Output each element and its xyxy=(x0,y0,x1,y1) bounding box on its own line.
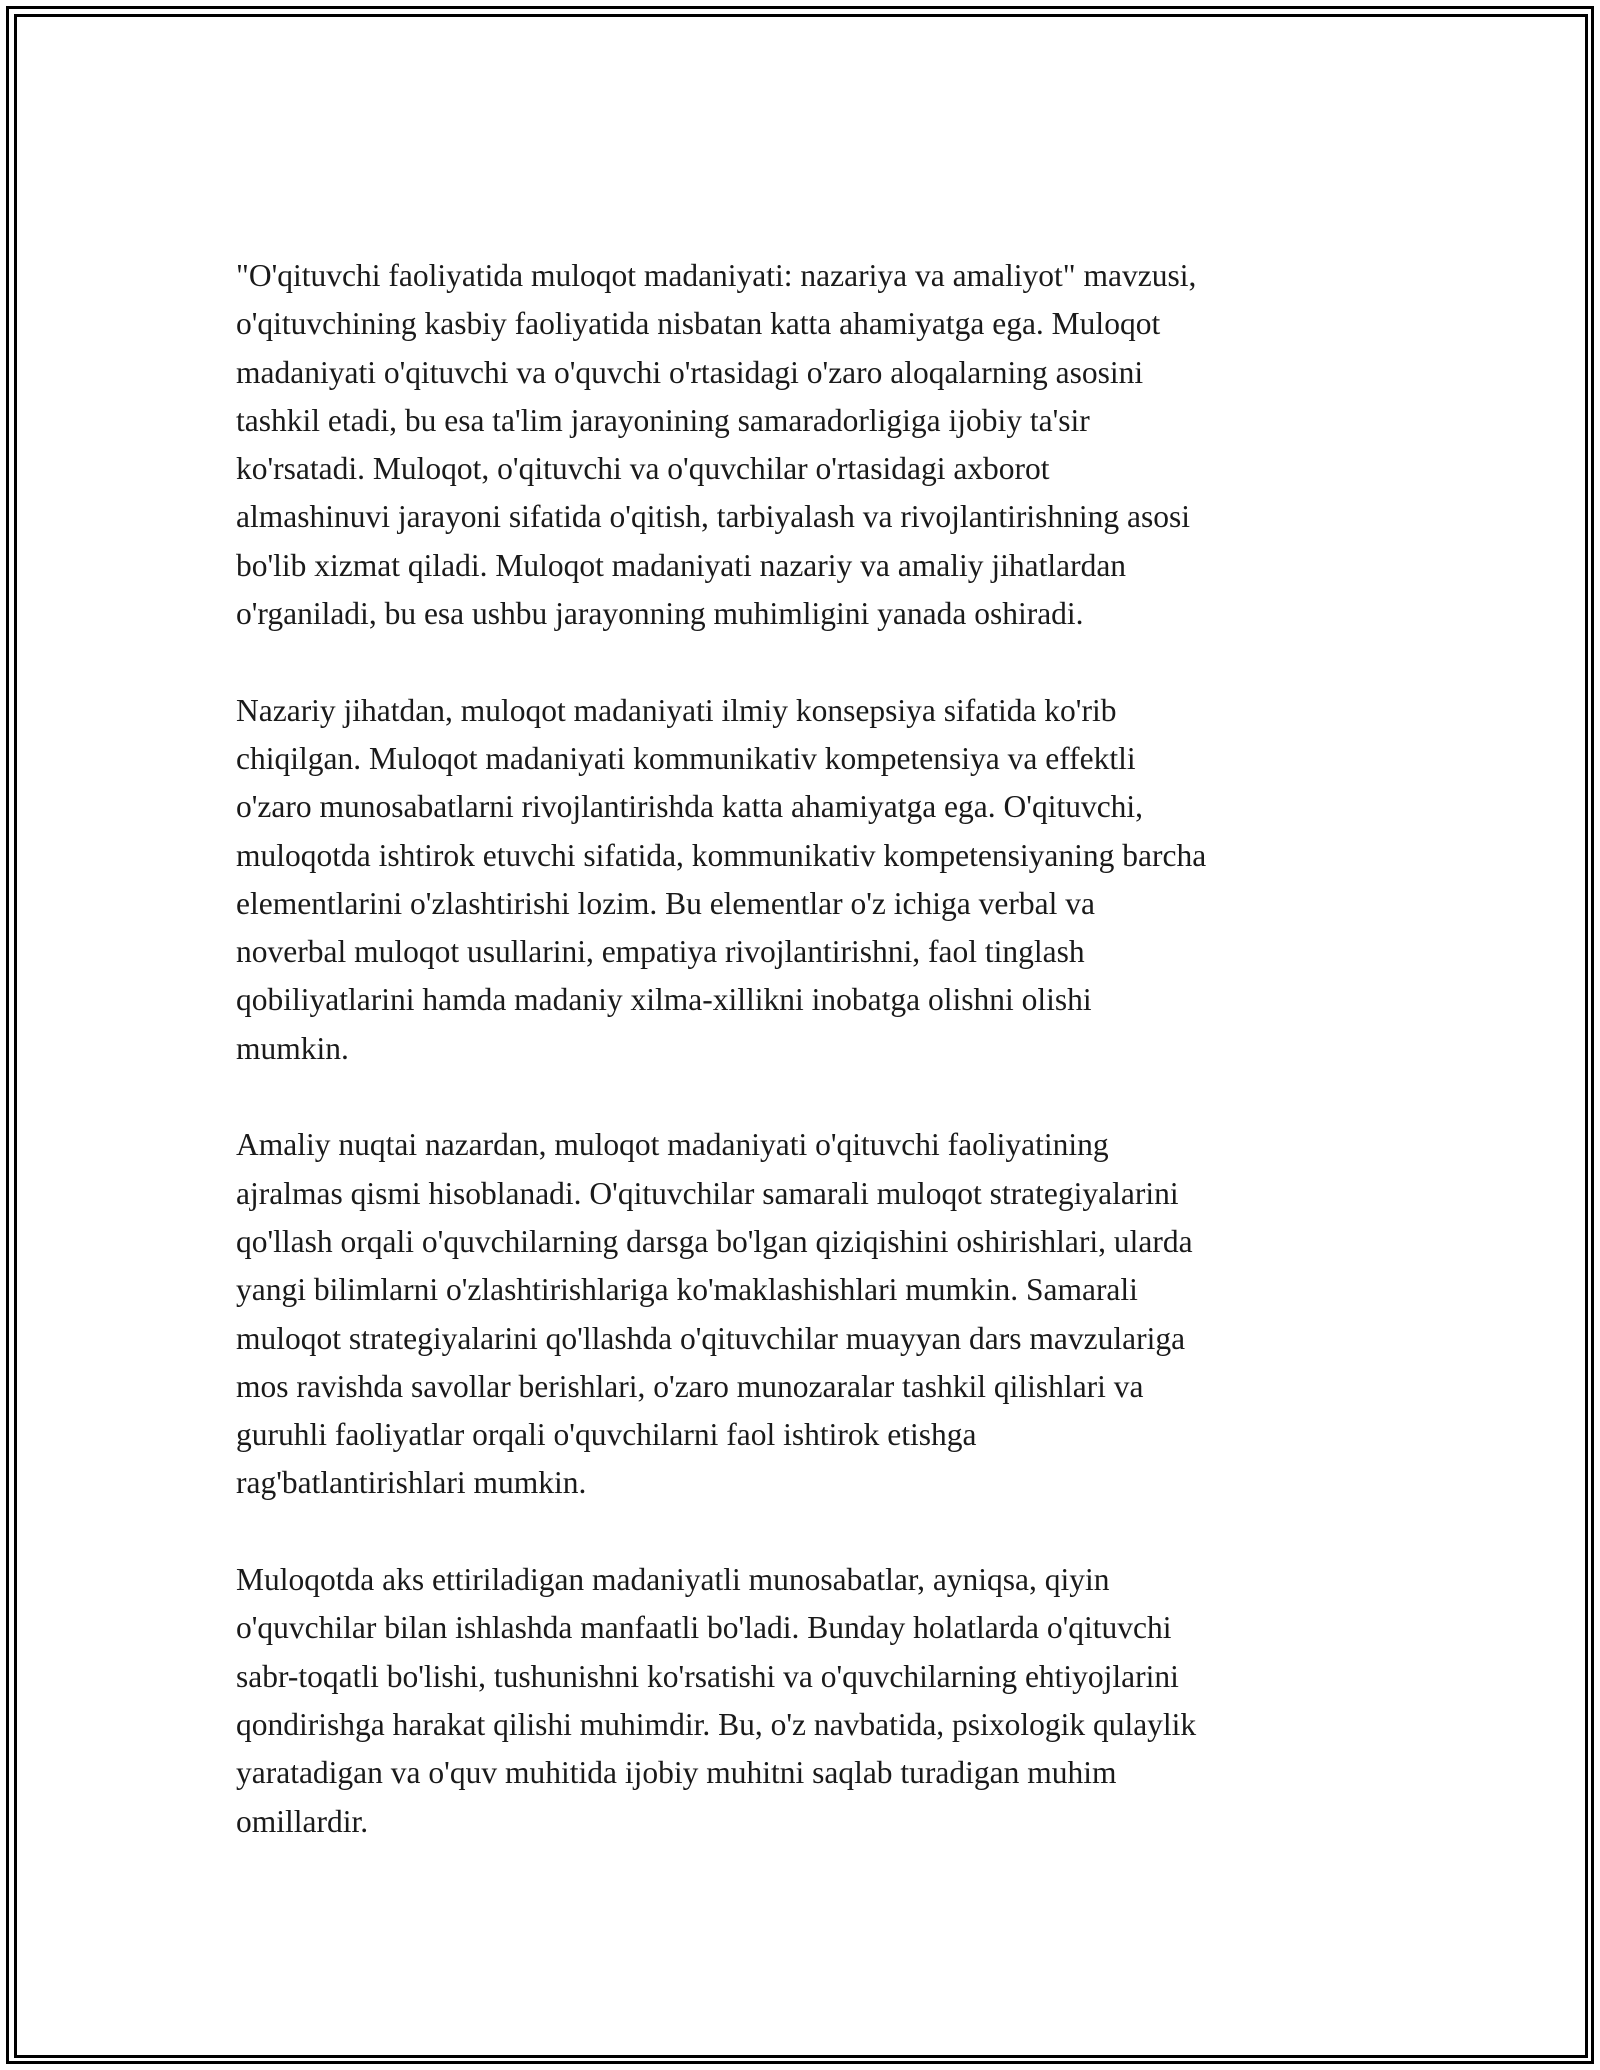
text-line: o'rganiladi, bu esa ushbu jarayonning muhimligini yanada oshiradi. xyxy=(236,596,1084,632)
text-line: Muloqotda aks ettiriladigan madaniyatli munosabatlar, ayniqsa, qiyin xyxy=(236,1562,1110,1598)
text-line: yaratadigan va o'quv muhitida ijobiy muhitni saqlab turadigan muhim xyxy=(236,1755,1117,1791)
text-line: ajralmas qismi hisoblanadi. O'qituvchilar samarali muloqot strategiyalarini xyxy=(236,1175,1179,1211)
text-line: ko'rsatadi. Muloqot, o'qituvchi va o'quvchilar o'rtasidagi axborot xyxy=(236,451,1050,487)
paragraph-1 xyxy=(236,252,1376,638)
text-line: rag'batlantirishlari mumkin. xyxy=(236,1465,587,1501)
text-line: chiqilgan. Muloqot madaniyati kommunikativ kompetensiya va effektli xyxy=(236,740,1136,776)
text-line: Amaliy nuqtai nazardan, muloqot madaniyati o'qituvchi faoliyatining xyxy=(236,1127,1109,1163)
text-line: o'quvchilar bilan ishlashda manfaatli bo'ladi. Bunday holatlarda o'qituvchi xyxy=(236,1610,1172,1646)
text-line: sabr-toqatli bo'lishi, tushunishni ko'rsatishi va o'quvchilarning ehtiyojlarini xyxy=(236,1658,1179,1694)
text-line: qobiliyatlarini hamda madaniy xilma-xillikni inobatga olishni olishi xyxy=(236,982,1092,1018)
text-line: muloqotda ishtirok etuvchi sifatida, kommunikativ kompetensiyaning barcha xyxy=(236,837,1207,873)
text-line: bo'lib xizmat qiladi. Muloqot madaniyati nazariy va amaliy jihatlardan xyxy=(236,547,1127,583)
text-line: o'qituvchining kasbiy faoliyatida nisbatan katta ahamiyatga ega. Muloqot xyxy=(236,306,1161,342)
text-line: qondirishga harakat qilishi muhimdir. Bu, o'z navbatida, psixologik qulaylik xyxy=(236,1706,1197,1742)
text-line: madaniyati o'qituvchi va o'quvchi o'rtasidagi o'zaro aloqalarning asosini xyxy=(236,354,1144,390)
text-line: omillardir. xyxy=(236,1803,369,1839)
text-line: "O'qituvchi faoliyatida muloqot madaniyati: nazariya va amaliyot" mavzusi, xyxy=(236,258,1197,293)
document-body xyxy=(236,252,1376,1894)
text-line: guruhli faoliyatlar orqali o'quvchilarni faol ishtirok etishga xyxy=(236,1417,977,1453)
paragraph-2 xyxy=(236,687,1376,1073)
text-line: mumkin. xyxy=(236,1030,349,1066)
text-line: elementlarini o'zlashtirishi lozim. Bu elementlar o'z ichiga verbal va xyxy=(236,885,1095,921)
paragraph-3 xyxy=(236,1121,1376,1507)
text-line: muloqot strategiyalarini qo'llashda o'qituvchilar muayyan dars mavzulariga xyxy=(236,1320,1186,1356)
text-line: mos ravishda savollar berishlari, o'zaro munozaralar tashkil qilishlari va xyxy=(236,1368,1144,1404)
text-line: tashkil etadi, bu esa ta'lim jarayonining samaradorligiga ijobiy ta'sir xyxy=(236,402,1090,438)
text-line: o'zaro munosabatlarni rivojlantirishda katta ahamiyatga ega. O'qituvchi, xyxy=(236,789,1144,825)
text-line: yangi bilimlarni o'zlashtirishlariga ko'maklashishlari mumkin. Samarali xyxy=(236,1272,1138,1308)
text-line: noverbal muloqot usullarini, empatiya rivojlantirishni, faol tinglash xyxy=(236,934,1085,970)
text-line: Nazariy jihatdan, muloqot madaniyati ilmiy konsepsiya sifatida ko'rib xyxy=(236,692,1117,728)
text-line: almashinuvi jarayoni sifatida o'qitish, tarbiyalash va rivojlantirishning asosi xyxy=(236,499,1190,535)
paragraph-4 xyxy=(236,1556,1376,1846)
text-line: qo'llash orqali o'quvchilarning darsga bo'lgan qiziqishini oshirishlari, ularda xyxy=(236,1223,1193,1259)
